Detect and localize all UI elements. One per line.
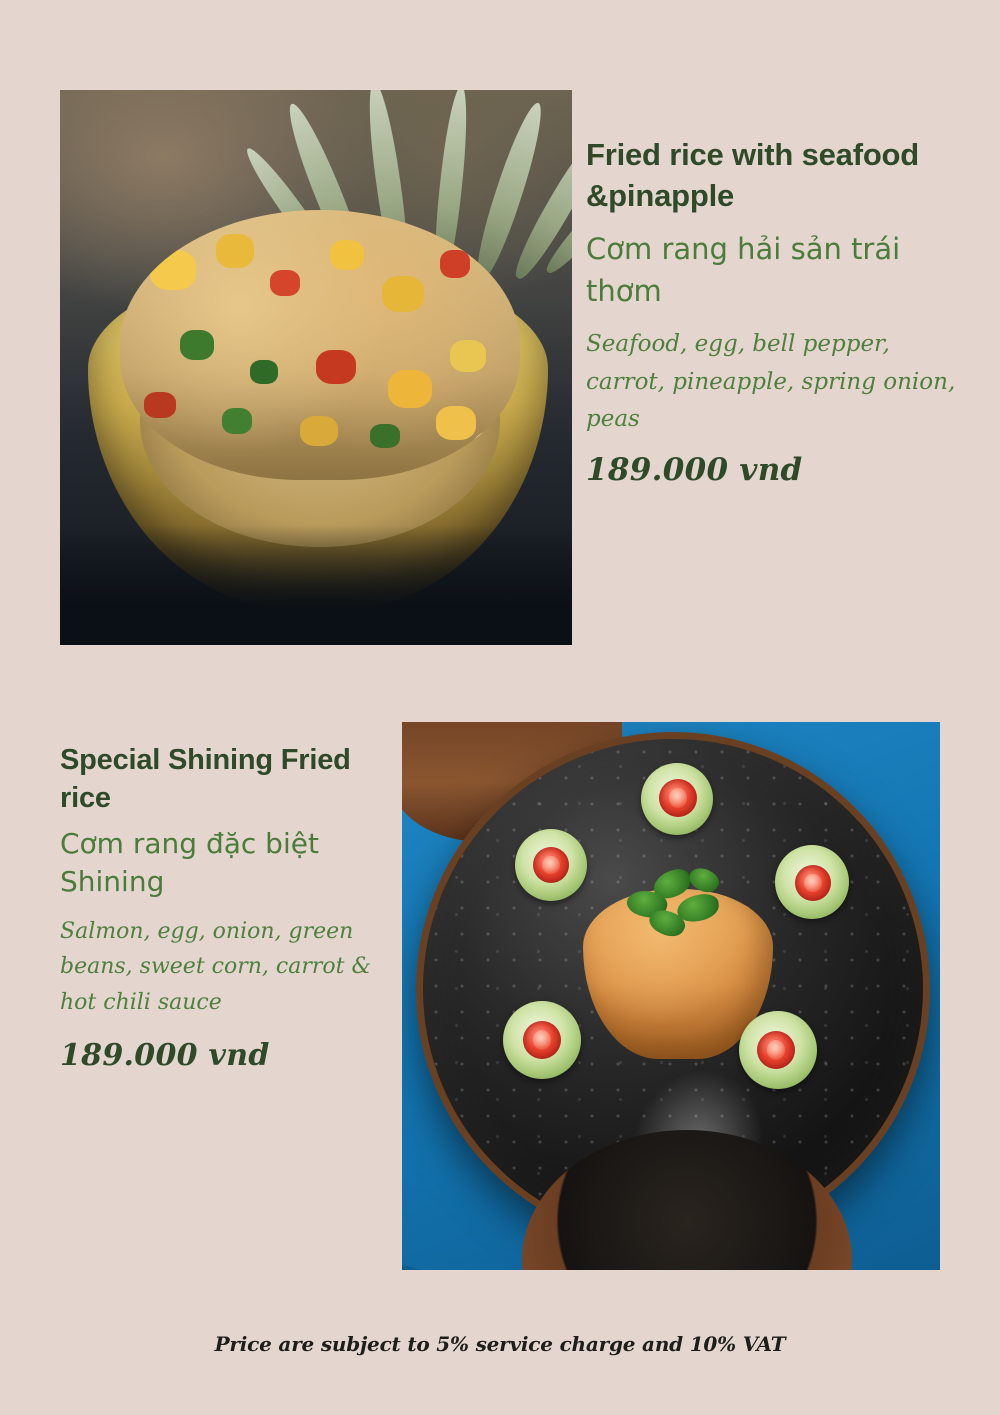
dish-info-1 — [586, 135, 956, 488]
footer-note: Price are subject to 5% service charge and 10% VAT — [214, 1332, 786, 1356]
dish-photo-fried-rice-seafood-pineapple — [60, 90, 572, 645]
dish-title-en: Fried rice with seafood &pinapple — [586, 137, 920, 213]
cherry-tomato-slice — [533, 847, 569, 883]
dish-description: Salmon, egg, onion, green beans, sweet corn, carrot & hot chili sauce — [60, 918, 372, 1015]
fried-rice-mound — [120, 210, 520, 480]
dish-info-2 — [60, 742, 390, 1073]
dish-description: Seafood, egg, bell pepper, carrot, pineapple, spring onion, peas — [586, 331, 956, 432]
dish-price: 189.000 vnd — [586, 452, 803, 489]
cilantro-garnish — [619, 865, 739, 941]
dish-title-en: Special Shining Fried rice — [60, 744, 351, 814]
dish-photo-special-shining-fried-rice — [402, 722, 940, 1270]
dish-title-vi: Cơm rang đặc biệt Shining — [60, 827, 319, 899]
cherry-tomato-slice — [795, 865, 831, 901]
dish-price: 189.000 vnd — [60, 1038, 270, 1074]
cherry-tomato-slice — [659, 779, 697, 817]
dish-title-vi: Cơm rang hải sản trái thơm — [586, 231, 901, 308]
cherry-tomato-slice — [523, 1021, 561, 1059]
cherry-tomato-slice — [757, 1031, 795, 1069]
